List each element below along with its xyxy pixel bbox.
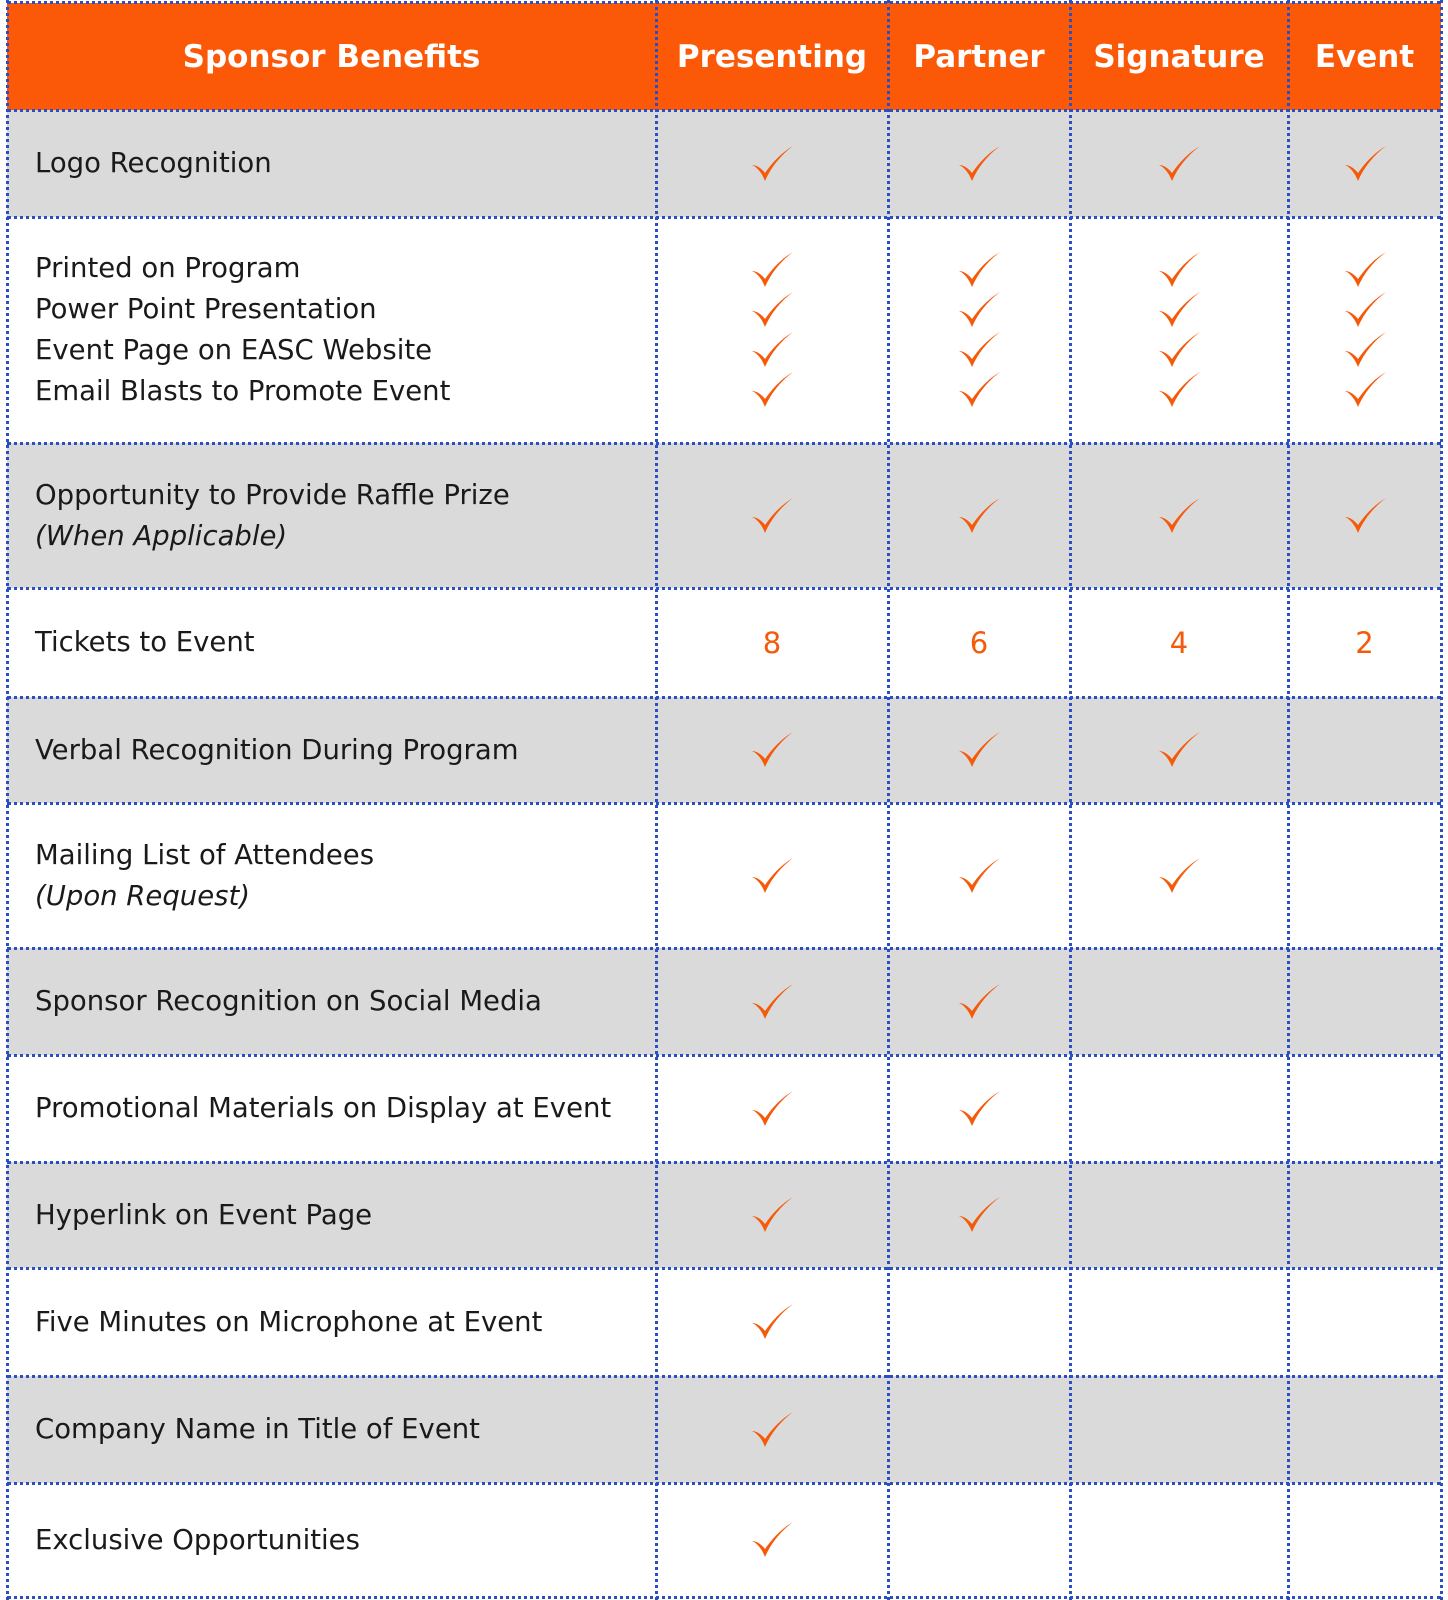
table-row xyxy=(7,803,1441,948)
benefit-label xyxy=(35,110,272,217)
benefit-text: Printed on Program xyxy=(35,252,301,284)
tier-cell-presenting xyxy=(656,588,888,697)
table-row xyxy=(7,110,1441,217)
header-tier-presenting: Presenting xyxy=(656,3,888,110)
benefit-label xyxy=(35,217,450,443)
checkmark-icon xyxy=(1342,249,1388,291)
checkmark-icon xyxy=(1156,495,1202,537)
grid-line xyxy=(7,1267,1441,1270)
checkmark-icon xyxy=(749,855,795,897)
tier-cell-presenting xyxy=(656,948,888,1055)
benefit-text: Company Name in Title of Event xyxy=(35,1413,480,1445)
benefit-label xyxy=(35,1055,611,1162)
checkmark-icon xyxy=(749,369,795,411)
benefit-label xyxy=(35,1162,372,1268)
table-row xyxy=(7,1055,1441,1162)
tier-cell-signature xyxy=(1070,588,1288,697)
checkmark-icon xyxy=(956,1088,1002,1130)
ticket-count: 8 xyxy=(762,625,782,660)
benefit-text: Sponsor Recognition on Social Media xyxy=(35,985,542,1017)
checkmark-icon xyxy=(1156,143,1202,185)
checkmark-icon xyxy=(956,289,1002,331)
checkmark-icon xyxy=(1156,855,1202,897)
tier-cell-event xyxy=(1288,443,1441,588)
checkmark-icon xyxy=(1342,495,1388,537)
grid-line xyxy=(7,1054,1441,1057)
tier-cell-presenting xyxy=(656,217,888,443)
grid-line xyxy=(7,802,1441,805)
tier-cell-signature xyxy=(1070,110,1288,217)
grid-line xyxy=(7,947,1441,950)
tier-cell-partner xyxy=(888,803,1070,948)
benefit-label xyxy=(35,1376,480,1483)
checkmark-icon xyxy=(1156,249,1202,291)
grid-line xyxy=(7,1482,1441,1485)
tier-cell-event xyxy=(1288,1483,1441,1597)
checkmark-icon xyxy=(1156,329,1202,371)
grid-line xyxy=(6,0,9,1600)
checkmark-icon xyxy=(749,981,795,1023)
benefit-text: Five Minutes on Microphone at Event xyxy=(35,1305,543,1338)
checkmark-icon xyxy=(1156,289,1202,331)
grid-line xyxy=(7,696,1441,699)
tier-cell-signature xyxy=(1070,1055,1288,1162)
benefit-text: Logo Recognition xyxy=(35,147,272,179)
checkmark-icon xyxy=(749,1301,795,1343)
benefit-text: Email Blasts to Promote Event xyxy=(35,375,451,407)
tier-cell-partner xyxy=(888,1055,1070,1162)
grid-line xyxy=(7,1161,1441,1164)
checkmark-icon xyxy=(749,329,795,371)
tier-cell-event xyxy=(1288,1162,1441,1268)
table-row xyxy=(7,588,1441,697)
checkmark-icon xyxy=(1156,729,1202,771)
tier-cell-presenting xyxy=(656,443,888,588)
checkmark-icon xyxy=(956,143,1002,185)
checkmark-icon xyxy=(749,249,795,291)
tier-cell-presenting xyxy=(656,803,888,948)
tier-cell-presenting xyxy=(656,1055,888,1162)
table-row xyxy=(7,1268,1441,1376)
benefit-text: Event Page on EASC Website xyxy=(35,334,433,366)
tier-cell-signature xyxy=(1070,443,1288,588)
tier-cell-partner xyxy=(888,443,1070,588)
checkmark-icon xyxy=(956,1194,1002,1236)
benefit-label xyxy=(35,803,374,948)
tier-cell-event xyxy=(1288,803,1441,948)
header-tier-event: Event xyxy=(1288,3,1441,110)
tier-cell-partner xyxy=(888,1376,1070,1483)
benefit-text: Promotional Materials on Display at Event xyxy=(35,1092,612,1124)
checkmark-icon xyxy=(1342,289,1388,331)
header-benefits: Sponsor Benefits xyxy=(7,3,656,110)
checkmark-icon xyxy=(1342,143,1388,185)
tier-cell-signature xyxy=(1070,697,1288,803)
benefit-text: Mailing List of Attendees xyxy=(35,838,375,871)
checkmark-icon xyxy=(749,1409,795,1451)
benefit-text: Power Point Presentation xyxy=(35,293,377,325)
tier-cell-partner xyxy=(888,110,1070,217)
benefit-note: (When Applicable) xyxy=(35,519,288,552)
checkmark-icon xyxy=(749,1519,795,1561)
checkmark-icon xyxy=(749,1088,795,1130)
ticket-count: 2 xyxy=(1355,625,1374,660)
ticket-count: 6 xyxy=(969,625,989,660)
checkmark-icon xyxy=(956,249,1002,291)
benefit-label xyxy=(35,1483,360,1597)
grid-line xyxy=(887,0,890,1600)
tier-cell-signature xyxy=(1070,1376,1288,1483)
grid-line xyxy=(7,1375,1441,1378)
tier-cell-partner xyxy=(888,697,1070,803)
tier-cell-partner xyxy=(888,948,1070,1055)
benefit-text: Opportunity to Provide Raffle Prize xyxy=(35,478,510,511)
grid-line xyxy=(1440,0,1443,1600)
tier-cell-partner xyxy=(888,1268,1070,1376)
checkmark-icon xyxy=(1342,329,1388,371)
table-row xyxy=(7,1162,1441,1268)
grid-line xyxy=(1287,0,1290,1600)
header-tier-partner: Partner xyxy=(888,3,1070,110)
tier-cell-signature xyxy=(1070,1483,1288,1597)
tier-cell-presenting xyxy=(656,1162,888,1268)
checkmark-icon xyxy=(749,289,795,331)
table-row xyxy=(7,217,1441,443)
checkmark-icon xyxy=(956,729,1002,771)
tier-cell-event xyxy=(1288,110,1441,217)
benefit-label xyxy=(35,588,255,697)
benefit-label xyxy=(35,443,510,588)
benefit-text: Exclusive Opportunities xyxy=(35,1523,360,1556)
benefit-text: Tickets to Event xyxy=(35,626,255,658)
table-row xyxy=(7,443,1441,588)
tier-cell-event xyxy=(1288,217,1441,443)
grid-line xyxy=(7,1,1441,4)
tier-cell-signature xyxy=(1070,1268,1288,1376)
checkmark-icon xyxy=(956,495,1002,537)
tier-cell-event xyxy=(1288,948,1441,1055)
checkmark-icon xyxy=(956,329,1002,371)
grid-line xyxy=(7,109,1441,112)
tier-cell-signature xyxy=(1070,1162,1288,1268)
tier-cell-event xyxy=(1288,588,1441,697)
table-row xyxy=(7,1483,1441,1597)
checkmark-icon xyxy=(749,495,795,537)
checkmark-icon xyxy=(956,981,1002,1023)
tier-cell-event xyxy=(1288,697,1441,803)
tier-cell-presenting xyxy=(656,110,888,217)
checkmark-icon xyxy=(749,143,795,185)
benefit-text: Hyperlink on Event Page xyxy=(35,1198,373,1231)
checkmark-icon xyxy=(1342,369,1388,411)
benefit-label xyxy=(35,697,518,803)
grid-line xyxy=(7,587,1441,590)
tier-cell-presenting xyxy=(656,1268,888,1376)
grid-line xyxy=(7,442,1441,445)
table-row xyxy=(7,697,1441,803)
tier-cell-partner xyxy=(888,1162,1070,1268)
ticket-count: 4 xyxy=(1169,625,1189,660)
tier-cell-event xyxy=(1288,1376,1441,1483)
grid-line xyxy=(1069,0,1072,1600)
benefit-text: Verbal Recognition During Program xyxy=(35,733,519,766)
table-row xyxy=(7,948,1441,1055)
tier-cell-presenting xyxy=(656,1483,888,1597)
grid-line xyxy=(655,0,658,1600)
table-row xyxy=(7,1376,1441,1483)
checkmark-icon xyxy=(956,855,1002,897)
tier-cell-partner xyxy=(888,588,1070,697)
header-tier-signature: Signature xyxy=(1070,3,1288,110)
benefit-label xyxy=(35,948,542,1055)
benefit-label xyxy=(35,1268,542,1376)
checkmark-icon xyxy=(1156,369,1202,411)
tier-cell-signature xyxy=(1070,217,1288,443)
tier-cell-signature xyxy=(1070,803,1288,948)
tier-cell-partner xyxy=(888,217,1070,443)
tier-cell-event xyxy=(1288,1055,1441,1162)
tier-cell-presenting xyxy=(656,697,888,803)
tier-cell-event xyxy=(1288,1268,1441,1376)
grid-line xyxy=(7,1596,1441,1599)
tier-cell-partner xyxy=(888,1483,1070,1597)
tier-cell-signature xyxy=(1070,948,1288,1055)
grid-line xyxy=(7,216,1441,219)
checkmark-icon xyxy=(956,369,1002,411)
checkmark-icon xyxy=(749,1194,795,1236)
benefit-note: (Upon Request) xyxy=(35,879,250,912)
tier-cell-presenting xyxy=(656,1376,888,1483)
checkmark-icon xyxy=(749,729,795,771)
